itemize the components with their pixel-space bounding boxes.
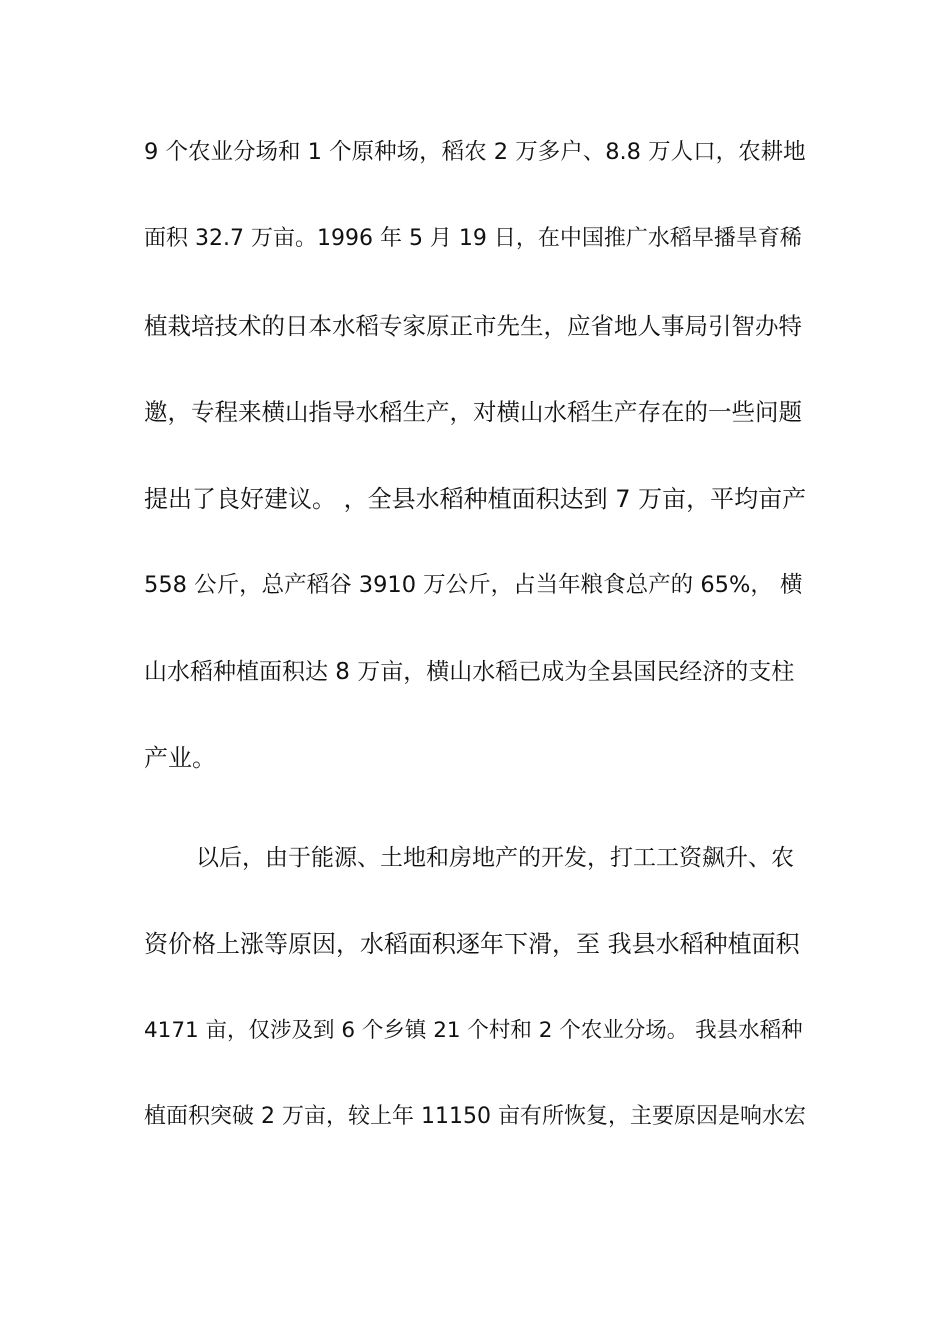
text-line: 植面积突破 2 万亩，较上年 11150 亩有所恢复，主要原因是响水宏 (144, 1104, 806, 1129)
text-line: 资价格上涨等原因，水稻面积逐年下滑，至 我县水稻种植面积 (144, 930, 800, 958)
text-line: 9 个农业分场和 1 个原种场，稻农 2 万多户、8.8 万人口，农耕地 (144, 139, 806, 165)
text-line: 558 公斤，总产稻谷 3910 万公斤，占当年粮食总产的 65%， 横 (144, 572, 803, 598)
text-line: 4171 亩，仅涉及到 6 个乡镇 21 个村和 2 个农业分场。 我县水稻种 (144, 1018, 803, 1043)
text-line: 邀，专程来横山指导水稻生产，对横山水稻生产存在的一些问题 (144, 398, 802, 426)
text-line: 以后，由于能源、土地和房地产的开发，打工工资飙升、农 (196, 845, 794, 871)
text-line: 面积 32.7 万亩。1996 年 5 月 19 日，在中国推广水稻早播旱育稀 (144, 226, 802, 251)
text-line: 山水稻种植面积达 8 万亩，横山水稻已成为全县国民经济的支柱 (144, 659, 795, 685)
text-line: 提出了良好建议。 ，全县水稻种植面积达到 7 万亩，平均亩产 (144, 485, 807, 513)
text-line: 植栽培技术的日本水稻专家原正市先生，应省地人事局引智办特 (144, 312, 802, 340)
text-line: 产业。 (144, 744, 216, 772)
